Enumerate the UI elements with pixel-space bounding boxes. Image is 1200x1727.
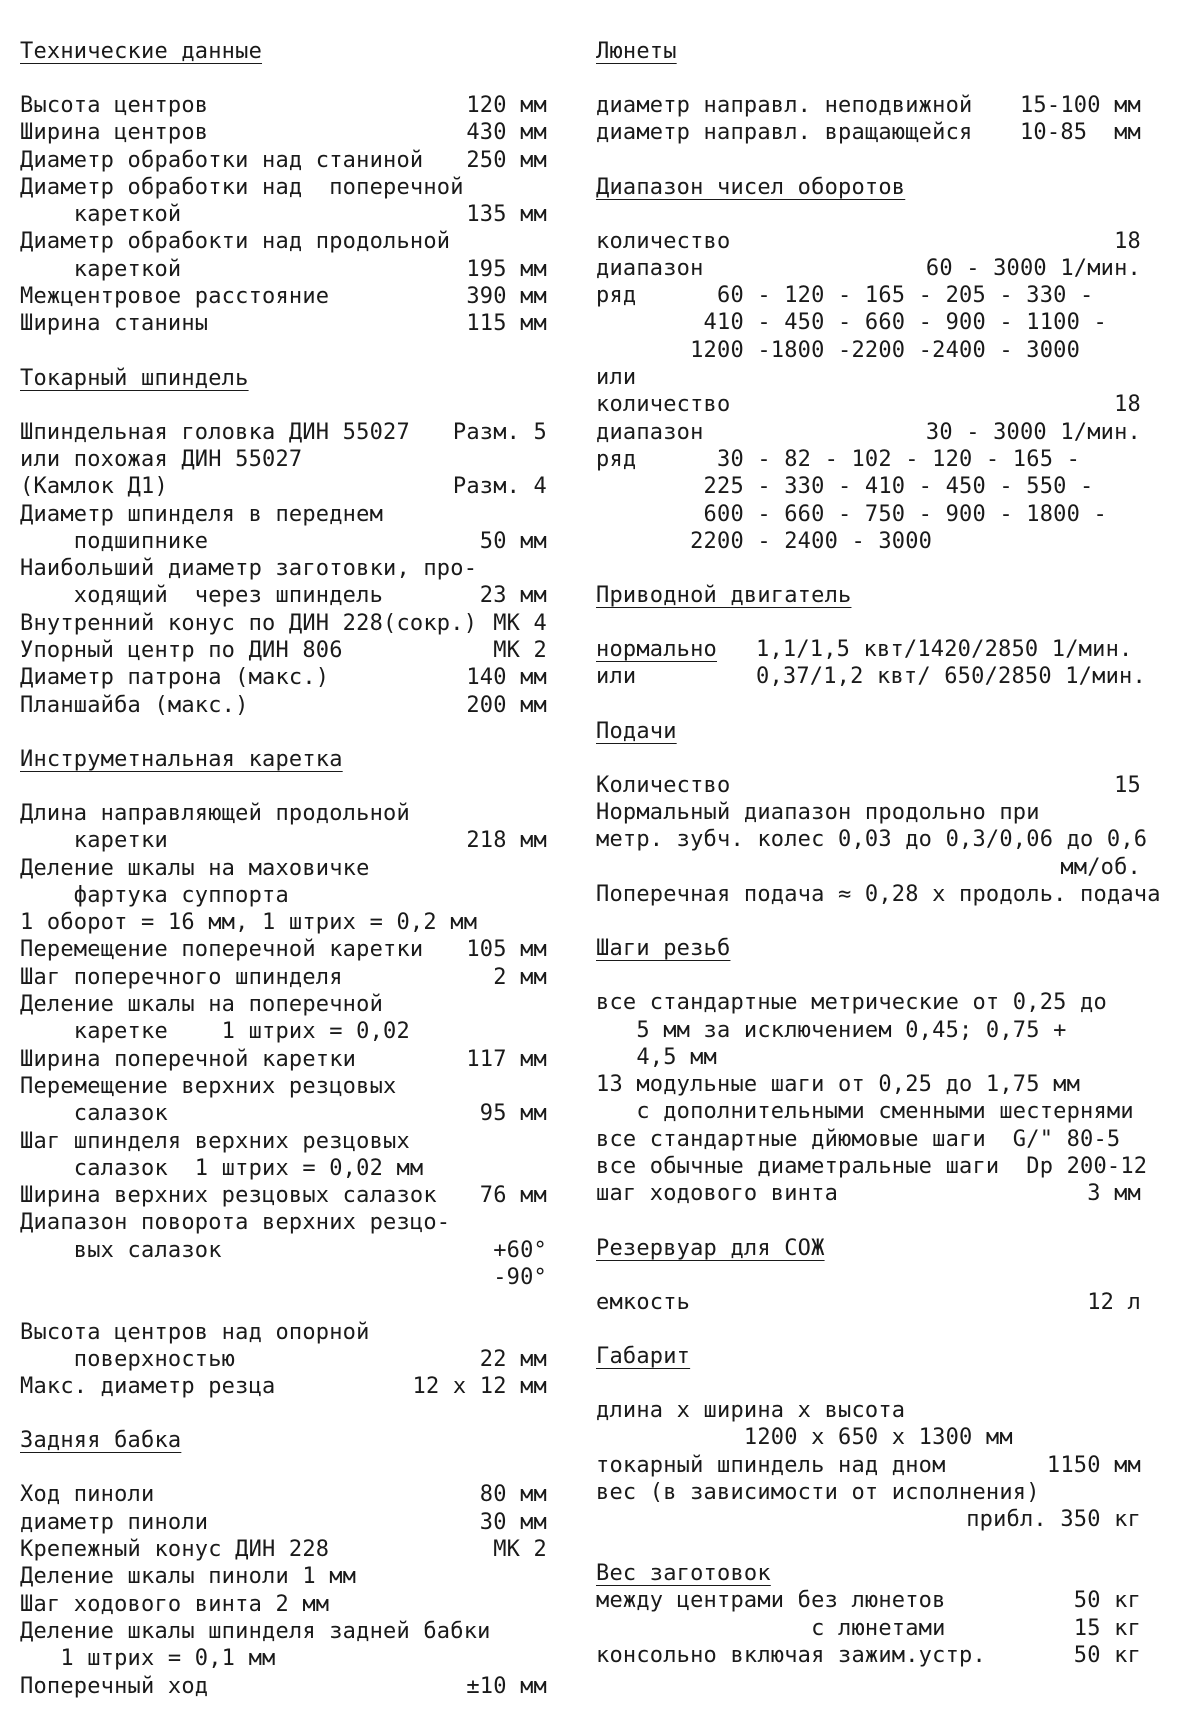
- spec-value: 2 мм: [493, 964, 547, 990]
- spec-label: диапазон: [596, 419, 704, 445]
- spec-row: [596, 1126, 1186, 1153]
- spec-value: 0,37/1,2 квт/ 650/2850 1/мин.: [756, 664, 1146, 690]
- spec-label: Деление шкалы пиноли 1 мм: [20, 1564, 357, 1590]
- spec-label: 1200 х 650 х 1300 мм: [596, 1425, 1013, 1451]
- spec-value: 15 кг: [1073, 1615, 1141, 1641]
- spec-value: 76 мм: [479, 1183, 547, 1209]
- spec-row: [20, 855, 565, 882]
- spec-label: Диаметр обработки над поперечной: [20, 174, 464, 200]
- spec-value: 30 - 3000 1/мин.: [925, 419, 1141, 445]
- spec-row: [596, 391, 1186, 418]
- spec-row: [20, 119, 565, 146]
- spec-label: Перемещение поперечной каретки: [20, 937, 424, 963]
- spec-row: [596, 1098, 1186, 1125]
- section-heading: Габарит: [596, 1343, 691, 1369]
- spec-row: [20, 283, 565, 310]
- spec-row: [20, 528, 565, 555]
- spec-label: вых салазок: [20, 1237, 222, 1263]
- section: [596, 174, 1186, 556]
- spec-row: [20, 1373, 565, 1400]
- spec-label: диаметр направл. неподвижной: [596, 93, 973, 118]
- spec-row: [20, 1618, 565, 1645]
- spec-label: Диаметр патрона (макс.): [20, 665, 330, 691]
- spec-row: [20, 1018, 565, 1045]
- spec-label: Диаметр шпинделя в переднем: [20, 501, 384, 527]
- spec-value: 18: [1114, 392, 1141, 418]
- spec-row: [20, 1073, 565, 1100]
- spec-label: Ширина поперечной каретки: [20, 1046, 357, 1072]
- spec-label: Шпиндельная головка ДИН 55027: [20, 419, 410, 445]
- spec-value: ±10 мм: [466, 1673, 547, 1699]
- spec-label: ряд 30 - 82 - 102 - 120 - 165 -: [596, 446, 1081, 472]
- spec-value: +60°: [493, 1237, 547, 1263]
- spec-row: [596, 119, 1186, 146]
- spec-label: Макс. диаметр резца: [20, 1374, 276, 1400]
- spec-row: [596, 663, 1186, 690]
- spec-label: Упорный центр по ДИН 806: [20, 638, 343, 664]
- spec-row: [20, 1264, 565, 1291]
- spec-label: шаг ходового винта: [596, 1181, 839, 1207]
- spec-label: между центрами без люнетов: [596, 1588, 946, 1614]
- spec-value: -90°: [493, 1264, 547, 1290]
- spec-row: [596, 1479, 1186, 1506]
- spec-label: с дополнительными сменными шестернями: [596, 1099, 1134, 1125]
- spec-row: [596, 337, 1186, 364]
- spec-row: [20, 637, 565, 664]
- spec-label: Внутренний конус по ДИН 228(сокр.): [20, 610, 478, 636]
- spec-row: [596, 419, 1186, 446]
- spec-row: [596, 1071, 1186, 1098]
- section: [596, 582, 1186, 691]
- spec-row: [596, 799, 1186, 826]
- spec-value: 60 - 3000 1/мин.: [925, 255, 1141, 281]
- spec-row: [596, 1044, 1186, 1071]
- spec-label: Поперечный ход: [20, 1673, 209, 1699]
- spec-value: 80 мм: [479, 1482, 547, 1508]
- left-column: [20, 38, 565, 1727]
- spec-label: ходящий через шпиндель: [20, 583, 384, 609]
- spec-label: все стандартные метрические от 0,25 до: [596, 990, 1107, 1016]
- spec-label: Ход пиноли: [20, 1482, 155, 1508]
- spec-label: Количество: [596, 772, 731, 798]
- spec-row: [20, 1346, 565, 1373]
- section-heading: Диапазон чисел оборотов: [596, 174, 906, 200]
- spec-row: [20, 1319, 565, 1346]
- spec-label: 410 - 450 - 660 - 900 - 1100 -: [596, 310, 1107, 336]
- section: [20, 746, 565, 1401]
- spec-row: [20, 419, 565, 446]
- spec-row: [596, 1452, 1186, 1479]
- spec-row: [596, 881, 1186, 908]
- spec-label: 600 - 660 - 750 - 900 - 1800 -: [596, 501, 1107, 527]
- spec-row: [20, 92, 565, 119]
- spec-row: [20, 1046, 565, 1073]
- spec-row: [20, 555, 565, 582]
- spec-row: [596, 1017, 1186, 1044]
- spec-row: [20, 1155, 565, 1182]
- spec-value: МК 2: [493, 638, 547, 664]
- spec-label: Деление шкалы на маховичке: [20, 855, 370, 881]
- spec-value: 50 мм: [479, 528, 547, 554]
- spec-label: нормально: [596, 637, 718, 663]
- spec-row: [20, 964, 565, 991]
- spec-row: [20, 909, 565, 936]
- spec-label: Деление шкалы шпинделя задней бабки: [20, 1618, 491, 1644]
- spec-label: количество: [596, 228, 731, 254]
- section-heading: Резервуар для СОЖ: [596, 1235, 825, 1261]
- spec-label: или: [596, 365, 637, 391]
- spec-label: салазок 1 штрих = 0,02 мм: [20, 1155, 424, 1181]
- spec-value: 140 мм: [466, 665, 547, 691]
- spec-row: [20, 827, 565, 854]
- spec-row: [596, 826, 1186, 853]
- section: [596, 1560, 1186, 1669]
- spec-value: 135 мм: [466, 202, 547, 228]
- section-heading: Вес заготовок: [596, 1561, 771, 1587]
- spec-label: Ширина верхних резцовых салазок: [20, 1183, 437, 1209]
- spec-label: Шаг поперечного шпинделя: [20, 964, 343, 990]
- spec-label: или похожая ДИН 55027: [20, 446, 303, 472]
- spec-value: 18: [1114, 228, 1141, 254]
- spec-row: [596, 1289, 1186, 1316]
- spec-row: [20, 1673, 565, 1700]
- spec-value: 50 кг: [1073, 1642, 1141, 1668]
- spec-label: подшипнике: [20, 528, 209, 554]
- spec-value: 1,1/1,5 квт/1420/2850 1/мин.: [756, 637, 1133, 663]
- spec-value: 430 мм: [466, 120, 547, 146]
- spec-row: [20, 692, 565, 719]
- section: [596, 1343, 1186, 1533]
- spec-label: 2200 - 2400 - 3000: [596, 528, 933, 554]
- spec-row: [596, 501, 1186, 528]
- spec-row: [20, 1209, 565, 1236]
- spec-label: Наибольший диаметр заготовки, про-: [20, 556, 478, 582]
- spec-label: Диапазон поворота верхних резцо-: [20, 1210, 451, 1236]
- spec-value: 115 мм: [466, 311, 547, 337]
- spec-label: Диаметр обрабокти над продольной: [20, 229, 451, 255]
- spec-label: диапазон: [596, 255, 704, 281]
- spec-label: салазок: [20, 1101, 168, 1127]
- spec-value: 250 мм: [466, 147, 547, 173]
- spec-label: ряд 60 - 120 - 165 - 205 - 330 -: [596, 283, 1094, 309]
- spec-row: [596, 528, 1186, 555]
- spec-value: 218 мм: [466, 828, 547, 854]
- spec-label: Деление шкалы на поперечной: [20, 992, 384, 1018]
- spec-row: [20, 174, 565, 201]
- spec-value: 95 мм: [479, 1101, 547, 1127]
- spec-row: [596, 772, 1186, 799]
- spec-row: [596, 636, 1186, 663]
- section-heading: Технические данные: [20, 39, 263, 64]
- spec-value: Разм. 5: [452, 419, 547, 445]
- section: [596, 935, 1186, 1207]
- spec-label: токарный шпиндель над дном: [596, 1452, 946, 1478]
- spec-label: длина х ширина х высота: [596, 1397, 906, 1423]
- spec-row: [596, 989, 1186, 1016]
- spec-row: [20, 1509, 565, 1536]
- section: [20, 1427, 565, 1699]
- spec-value: МК 2: [493, 1537, 547, 1563]
- section: [596, 718, 1186, 908]
- spec-row: [20, 1591, 565, 1618]
- spec-row: [20, 1291, 565, 1318]
- spec-label: консольно включая зажим.устр.: [596, 1642, 986, 1668]
- spec-value: 105 мм: [466, 937, 547, 963]
- spec-row: [596, 1153, 1186, 1180]
- spec-row: [596, 1642, 1186, 1669]
- spec-label: поверхностью: [20, 1346, 236, 1372]
- spec-row: [20, 310, 565, 337]
- spec-label: кареткой: [20, 202, 182, 228]
- spec-row: [20, 664, 565, 691]
- spec-row: [596, 1506, 1186, 1533]
- spec-row: [596, 446, 1186, 473]
- spec-label: 1 штрих = 0,1 мм: [20, 1646, 276, 1672]
- spec-label: или: [596, 664, 637, 690]
- spec-label: каретке 1 штрих = 0,02: [20, 1019, 410, 1045]
- spec-row: [20, 1481, 565, 1508]
- spec-label: Ширина станины: [20, 311, 209, 337]
- section-heading: Токарный шпиндель: [20, 365, 249, 391]
- spec-row: [596, 1424, 1186, 1451]
- spec-label: емкость: [596, 1289, 691, 1315]
- section-heading: Задняя бабка: [20, 1428, 182, 1454]
- spec-row: [20, 1182, 565, 1209]
- spec-value: 195 мм: [466, 256, 547, 282]
- spec-row: [596, 255, 1186, 282]
- spec-label: Диаметр обработки над станиной: [20, 147, 424, 173]
- spec-label: Шаг шпинделя верхних резцовых: [20, 1128, 410, 1154]
- section: [596, 1235, 1186, 1316]
- spec-row: [20, 228, 565, 255]
- spec-value: 22 мм: [479, 1346, 547, 1372]
- spec-row: [596, 282, 1186, 309]
- section: [596, 38, 1186, 147]
- section-heading: Подачи: [596, 718, 677, 744]
- spec-label: 225 - 330 - 410 - 450 - 550 -: [596, 474, 1094, 500]
- spec-label: диаметр направл. вращающейся: [596, 120, 973, 146]
- spec-row: [20, 610, 565, 637]
- spec-label: кареткой: [20, 256, 182, 282]
- spec-row: [20, 882, 565, 909]
- spec-row: [20, 1645, 565, 1672]
- spec-label: 5 мм за исключением 0,45; 0,75 +: [596, 1017, 1067, 1043]
- spec-row: [596, 1180, 1186, 1207]
- spec-row: [596, 854, 1186, 881]
- spec-row: [20, 256, 565, 283]
- spec-row: [596, 228, 1186, 255]
- spec-label: 1200 -1800 -2200 -2400 - 3000: [596, 337, 1081, 363]
- spec-row: [20, 446, 565, 473]
- section-heading: Люнеты: [596, 39, 677, 64]
- spec-row: [596, 1587, 1186, 1614]
- spec-row: [20, 201, 565, 228]
- spec-label: Высота центров: [20, 93, 209, 118]
- spec-row: [20, 1237, 565, 1264]
- spec-row: [20, 147, 565, 174]
- spec-value: 30 мм: [479, 1509, 547, 1535]
- spec-label: каретки: [20, 828, 168, 854]
- section: [20, 365, 565, 719]
- spec-row: [20, 473, 565, 500]
- spec-label: все стандартные дйюмовые шаги G/" 80-5: [596, 1126, 1121, 1152]
- spec-label: (Камлок Д1): [20, 474, 168, 500]
- spec-label: метр. зубч. колес 0,03 до 0,3/0,06 до 0,6: [596, 827, 1148, 853]
- spec-label: Перемещение верхних резцовых: [20, 1073, 397, 1099]
- spec-label: Высота центров над опорной: [20, 1319, 370, 1345]
- spec-row: [20, 991, 565, 1018]
- right-column: [596, 38, 1186, 1696]
- spec-label: Нормальный диапазон продольно при: [596, 800, 1040, 826]
- section-heading: Инструметнальная каретка: [20, 746, 343, 772]
- spec-row: [596, 1615, 1186, 1642]
- spec-value: 50 кг: [1073, 1588, 1141, 1614]
- spec-row: [20, 1536, 565, 1563]
- spec-label: Планшайба (макс.): [20, 692, 249, 718]
- spec-value: 390 мм: [466, 284, 547, 310]
- spec-row: [596, 1397, 1186, 1424]
- spec-label: Длина направляющей продольной: [20, 800, 410, 826]
- spec-value: 200 мм: [466, 692, 547, 718]
- spec-value: мм/об.: [1060, 854, 1141, 880]
- section-heading: Шаги резьб: [596, 936, 731, 962]
- spec-row: [20, 501, 565, 528]
- spec-value: 23 мм: [479, 583, 547, 609]
- spec-label: вес (в зависимости от исполнения): [596, 1479, 1040, 1505]
- spec-row: [20, 800, 565, 827]
- spec-label: количество: [596, 392, 731, 418]
- spec-value: прибл. 350 кг: [966, 1507, 1141, 1533]
- spec-row: [20, 1100, 565, 1127]
- spec-value: МК 4: [493, 610, 547, 636]
- spec-label: Крепежный конус ДИН 228: [20, 1537, 330, 1563]
- spec-row: [596, 473, 1186, 500]
- spec-label: 4,5 мм: [596, 1044, 718, 1070]
- spec-label: фартука суппорта: [20, 882, 289, 908]
- spec-row: [596, 309, 1186, 336]
- spec-row: [20, 582, 565, 609]
- spec-row: [20, 1128, 565, 1155]
- spec-value: 3 мм: [1087, 1181, 1141, 1207]
- spec-label: все обычные диаметральные шаги Dp 200-12: [596, 1154, 1148, 1180]
- spec-label: Межцентровое расстояние: [20, 284, 330, 310]
- spec-row: [596, 92, 1186, 119]
- spec-row: [596, 364, 1186, 391]
- spec-label: диаметр пиноли: [20, 1509, 209, 1535]
- spec-label: Поперечная подача ≈ 0,28 х продоль. подача: [596, 881, 1161, 907]
- spec-value: 15-100 мм: [1019, 93, 1141, 118]
- spec-value: 12 л: [1087, 1289, 1141, 1315]
- section-heading: Приводной двигатель: [596, 583, 852, 609]
- spec-value: 120 мм: [466, 93, 547, 118]
- section: [20, 38, 565, 338]
- spec-row: [20, 1563, 565, 1590]
- spec-value: 15: [1114, 772, 1141, 798]
- spec-label: Шаг ходового винта 2 мм: [20, 1591, 330, 1617]
- spec-value: 12 х 12 мм: [412, 1374, 547, 1400]
- spec-value: 117 мм: [466, 1046, 547, 1072]
- spec-value: 1150 мм: [1046, 1452, 1141, 1478]
- spec-label: Ширина центров: [20, 120, 209, 146]
- spec-label: с люнетами: [596, 1615, 946, 1641]
- spec-row: [20, 936, 565, 963]
- spec-label: 1 оборот = 16 мм, 1 штрих = 0,2 мм: [20, 910, 478, 936]
- spec-value: 10-85 мм: [1019, 120, 1141, 146]
- spec-value: Разм. 4: [452, 474, 547, 500]
- spec-label: 13 модульные шаги от 0,25 до 1,75 мм: [596, 1072, 1081, 1098]
